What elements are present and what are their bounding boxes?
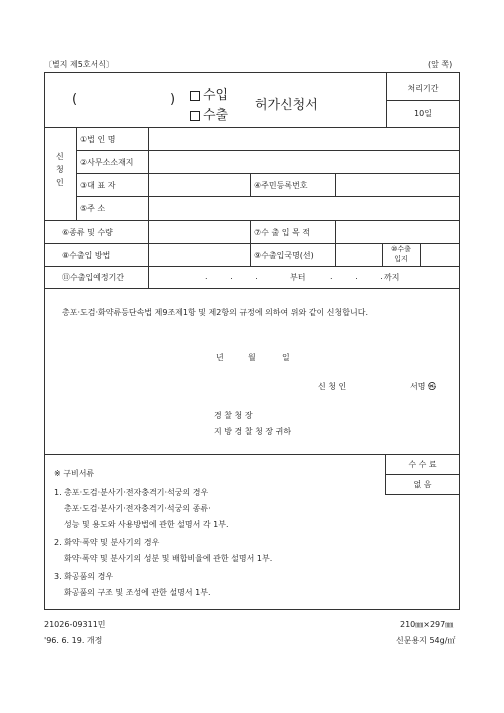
period-to: 까지 <box>384 273 400 282</box>
title-paren-open: ( <box>72 92 78 107</box>
method-field[interactable] <box>149 244 250 266</box>
period-dots-start: . . . <box>205 272 258 281</box>
date-month: 월 <box>248 353 256 362</box>
document-item: 3. 화공품의 경우 <box>54 572 114 581</box>
document-item: 2. 화약·폭약 및 분사기의 경우 <box>54 538 160 547</box>
label-country: ⑨수출입국명(선) <box>254 251 314 260</box>
checkbox-export[interactable] <box>190 111 200 121</box>
date-year: 년 <box>216 353 224 362</box>
label-office-address: ②사무소소재지 <box>80 158 134 167</box>
footer-paper: 신문용지 54g/㎡ <box>396 636 456 645</box>
resident-number-field[interactable] <box>336 174 460 196</box>
address-field[interactable] <box>149 197 460 220</box>
footer-code: 21026-09311민 <box>44 620 106 629</box>
period-dots-end: . . . <box>330 272 383 281</box>
label-corp-name: ①법 인 명 <box>80 135 116 144</box>
office-address-field[interactable] <box>149 151 460 173</box>
addressee-line1: 경 찰 청 장 <box>214 411 253 420</box>
processing-label: 처리기간 <box>407 84 439 93</box>
documents-heading: ※ 구비서류 <box>54 469 95 478</box>
processing-value: 10일 <box>414 109 432 118</box>
option-export: 수출 <box>190 104 228 123</box>
document-item: 총포·도검·분사기·전자충격기·석궁의 종류· <box>64 504 211 513</box>
type-qty-field[interactable] <box>149 221 250 243</box>
form-title: 허가신청서 <box>255 98 318 113</box>
title-paren-close: ) <box>170 92 176 107</box>
footer-revision: '96. 6. 19. 개정 <box>44 636 103 645</box>
footer-size: 210㎜×297㎜ <box>400 620 454 629</box>
applicant-signature-label: 신 청 인 <box>318 382 347 391</box>
addressee-line2: 지 방 경 찰 청 장 귀하 <box>214 427 292 436</box>
fee-label: 수 수 료 <box>408 460 437 469</box>
label-address: ⑤주 소 <box>80 204 106 213</box>
date-day: 일 <box>282 353 290 362</box>
label-resident-number: ④주민등록번호 <box>254 181 308 190</box>
label-method: ⑧수출입 방법 <box>62 251 111 260</box>
option-import: 수입 <box>190 84 228 103</box>
period-from: 부터 <box>290 273 306 282</box>
corp-name-field[interactable] <box>149 128 460 150</box>
document-item: 1. 총포·도검·분사기·전자충격기·석궁의 경우 <box>54 488 209 497</box>
document-item: 화공품의 구조 및 조성에 관한 설명서 1부. <box>64 588 211 597</box>
port-field[interactable] <box>421 244 460 266</box>
label-period: ⑪수출입예정기간 <box>62 273 125 282</box>
label-purpose: ⑦수 출 입 목 적 <box>254 228 310 237</box>
sign-seal[interactable]: 서명 ㉿ <box>410 382 436 391</box>
fee-value: 없 음 <box>413 480 432 489</box>
document-item: 성능 및 용도와 사용방법에 관한 설명서 각 1부. <box>64 520 229 529</box>
checkbox-import[interactable] <box>190 91 200 101</box>
form-number: 〔별지 제5호서식〕 <box>44 60 115 69</box>
label-type-qty: ⑥종류 및 수량 <box>62 228 113 237</box>
representative-field[interactable] <box>149 174 250 196</box>
declaration-text: 총포·도검·화약류등단속법 제9조제1항 및 제2항의 규정에 의하여 위와 같이 신청합니다. <box>62 308 368 317</box>
label-representative: ③대 표 자 <box>80 181 116 190</box>
purpose-field[interactable] <box>336 221 460 243</box>
label-port: ⑩수출 입지 <box>391 245 411 263</box>
country-field[interactable] <box>336 244 382 266</box>
document-item: 화약·폭약 및 분사기의 성분 및 배합비율에 관한 설명서 1부. <box>64 554 273 563</box>
applicant-label: 신 청 인 <box>56 152 64 187</box>
page-side: (앞 쪽) <box>428 60 453 69</box>
